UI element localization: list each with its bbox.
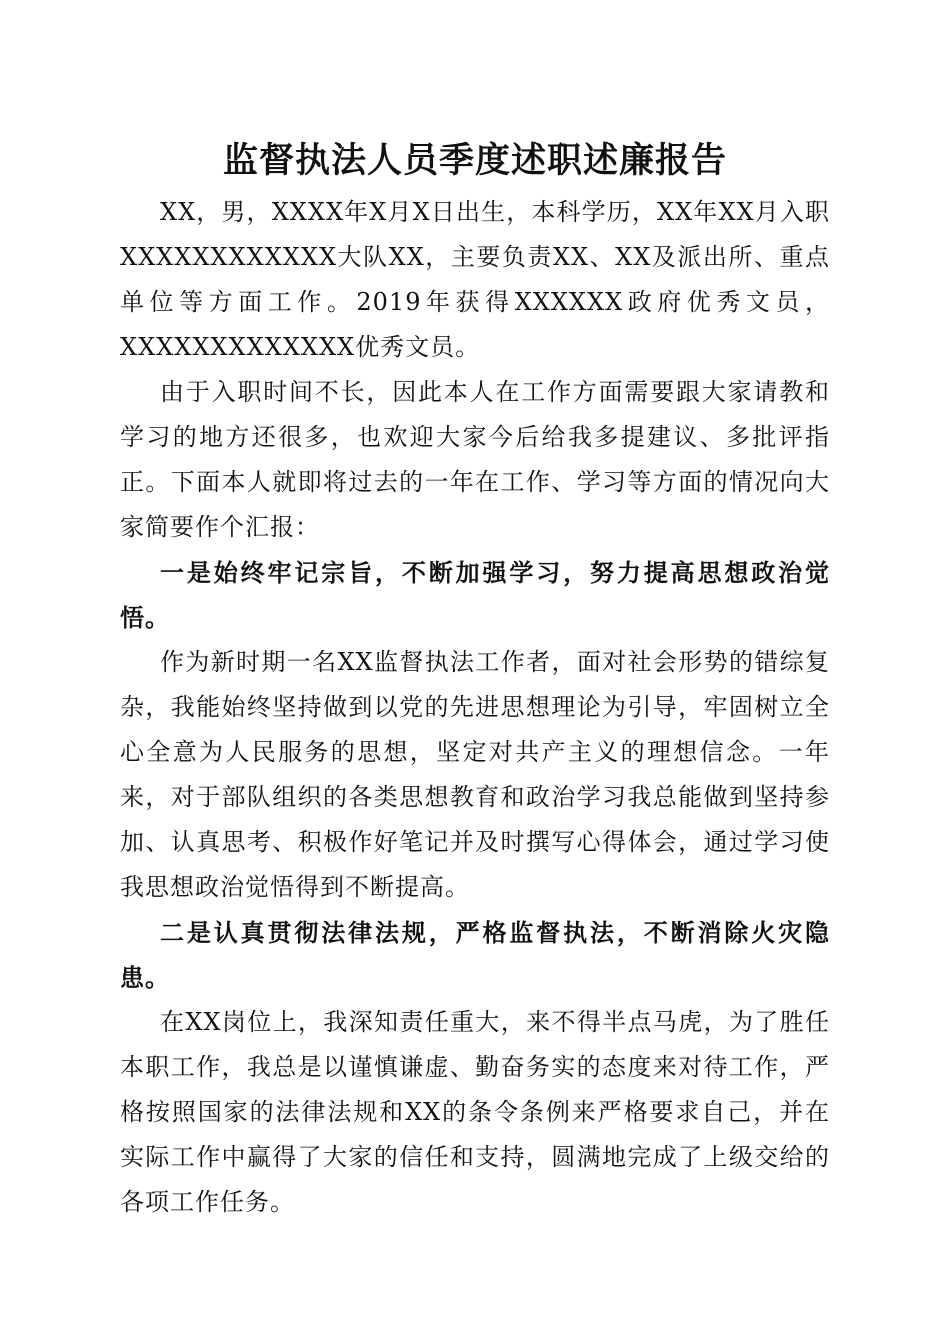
paragraph-preface: 由于入职时间不长，因此本人在工作方面需要跟大家请教和学习的地方还很多，也欢迎大家今后给我多提建议、多批评指正。下面本人就即将过去的一年在工作、学习等方面的情况向大家简要作个汇报：: [120, 378, 830, 541]
paragraph-intro: XX，男，XXXX年X月X日出生，本科学历，XX年XX月入职XXXXXXXXXXXX大队XX，主要负责XX、XX及派出所、重点单位等方面工作。2019年获得XXXXXX政府优秀文员，XXXXXXXXXXXXX优秀文员。: [120, 198, 830, 361]
section-heading-1: 一是始终牢记宗旨，不断加强学习，努力提高思想政治觉悟。: [120, 558, 830, 632]
document-title: 监督执法人员季度述职述廉报告: [222, 140, 727, 181]
document-body: [120, 190, 830, 1225]
paragraph-section-1: 作为新时期一名XX监督执法工作者，面对社会形势的错综复杂，我能始终坚持做到以党的先进思想理论为引导，牢固树立全心全意为人民服务的思想，坚定对共产主义的理想信念。一年来，对于部队组织的各类思想教育和政治学习我总能做到坚持参加、认真思考、积极作好笔记并及时撰写心得体会，通过学习使我思想政治觉悟得到不断提高。: [120, 648, 830, 901]
section-heading-2: 二是认真贯彻法律法规，严格监督执法，不断消除火灾隐患。: [120, 918, 830, 992]
paragraph-section-2: 在XX岗位上，我深知责任重大，来不得半点马虎，为了胜任本职工作，我总是以谨慎谦虚、勤奋务实的态度来对待工作，严格按照国家的法律法规和XX的条令条例来严格要求自己，并在实际工作中赢得了大家的信任和支持，圆满地完成了上级交给的各项工作任务。: [120, 1008, 830, 1216]
